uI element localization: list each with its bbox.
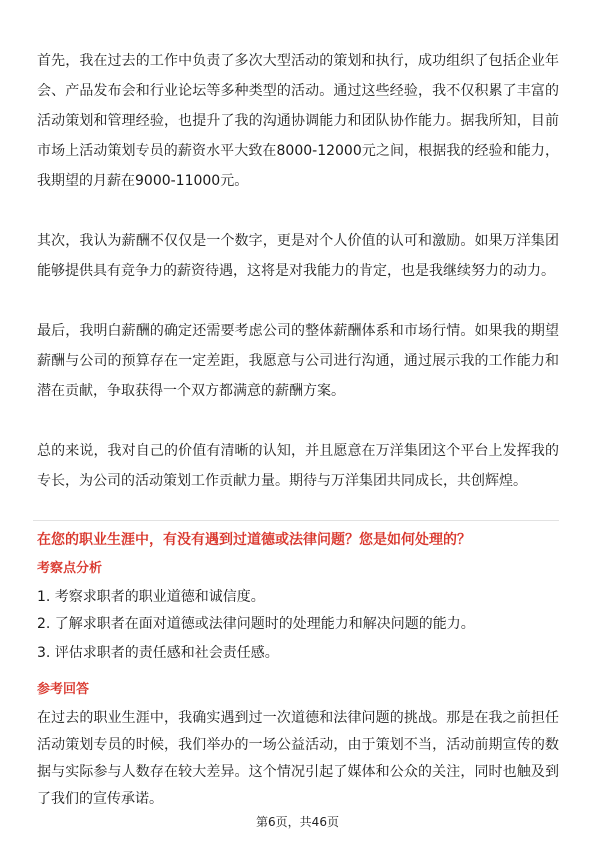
page-number: 第6页，共46页: [256, 815, 339, 829]
body-paragraph-3: 最后，我明白薪酬的确定还需要考虑公司的整体薪酬体系和市场行情。如果我的期望薪酬与公司的预算存在一定差距，我愿意与公司进行沟通，通过展示我的工作能力和潜在贡献，争取获得一个双方都满意的薪酬方案。: [37, 323, 559, 399]
interview-question: 在您的职业生涯中，有没有遇到过道德或法律问题？您是如何处理的？: [37, 532, 471, 548]
analysis-item-3: 3. 评估求职者的责任感和社会责任感。: [37, 645, 279, 661]
section-divider: [33, 520, 559, 521]
analysis-item-2: 2. 了解求职者在面对道德或法律问题时的处理能力和解决问题的能力。: [37, 616, 475, 632]
body-paragraph-4: 总的来说，我对自己的价值有清晰的认知，并且愿意在万洋集团这个平台上发挥我的专长，为公司的活动策划工作贡献力量。期待与万洋集团共同成长，共创辉煌。: [37, 443, 559, 489]
analysis-item-1: 1. 考察求职者的职业道德和诚信度。: [37, 589, 265, 605]
answer-text: 在过去的职业生涯中，我确实遇到过一次道德和法律问题的挑战。那是在我之前担任活动策划专员的时候，我们举办的一场公益活动，由于策划不当，活动前期宣传的数据与实际参与人数存在较大差异。这个情况引起了媒体和公众的关注，同时也触及到了我们的宣传承诺。: [37, 710, 559, 807]
answer-heading: 参考回答: [37, 682, 90, 697]
analysis-heading: 考察点分析: [37, 561, 103, 576]
body-paragraph-1: 首先，我在过去的工作中负责了多次大型活动的策划和执行，成功组织了包括企业年会、产品发布会和行业论坛等多种类型的活动。通过这些经验，我不仅积累了丰富的活动策划和管理经验，也提升了我的沟通协调能力和团队协作能力。据我所知，目前市场上活动策划专员的薪资水平大致在8000-12000元之间，根据我的经验和能力，我期望的月薪在9000-11000元。: [37, 53, 559, 189]
answer-body: [37, 46, 559, 496]
body-paragraph-2: 其次，我认为薪酬不仅仅是一个数字，更是对个人价值的认可和激励。如果万洋集团能够提供具有竞争力的薪资待遇，这将是对我能力的肯定，也是我继续努力的动力。: [37, 233, 559, 279]
